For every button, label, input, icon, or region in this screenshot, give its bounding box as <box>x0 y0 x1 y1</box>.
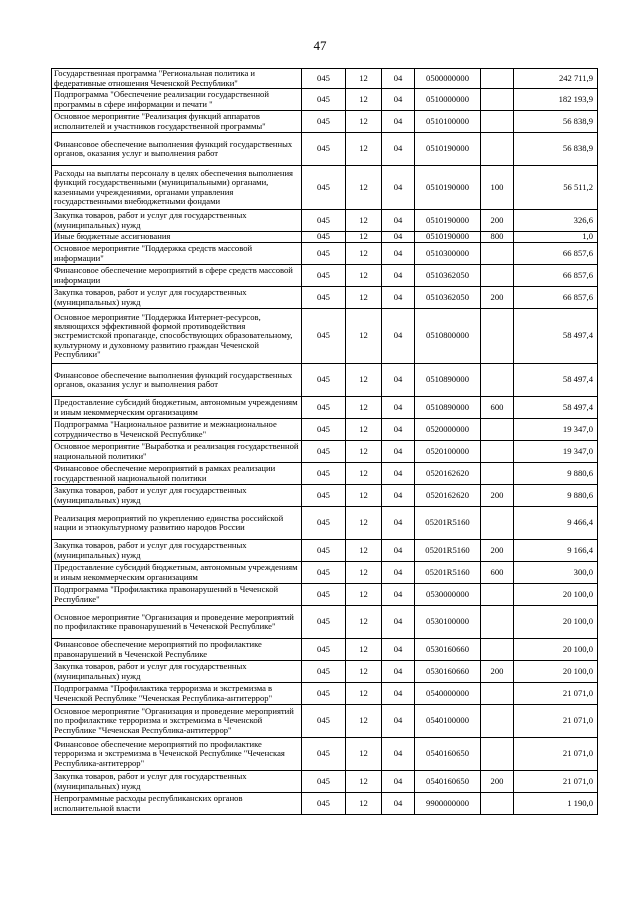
section-code: 12 <box>346 419 382 441</box>
subsection-code: 04 <box>382 364 415 397</box>
amount: 1,0 <box>514 232 598 243</box>
ministry-code: 045 <box>302 364 346 397</box>
row-name: Финансовое обеспечение мероприятий в рамках реализации государственной национальной политики <box>52 463 302 485</box>
ministry-code: 045 <box>302 683 346 705</box>
amount: 56 511,2 <box>514 166 598 210</box>
target-item-code: 05201R5160 <box>415 507 481 540</box>
table-row <box>52 364 598 397</box>
target-item-code: 0530160660 <box>415 639 481 661</box>
subsection-code: 04 <box>382 683 415 705</box>
ministry-code: 045 <box>302 166 346 210</box>
ministry-code: 045 <box>302 89 346 111</box>
amount: 19 347,0 <box>514 419 598 441</box>
subsection-code: 04 <box>382 771 415 793</box>
section-code: 12 <box>346 540 382 562</box>
expense-type-code: 600 <box>481 562 514 584</box>
expense-type-code <box>481 639 514 661</box>
expense-type-code <box>481 705 514 738</box>
target-item-code: 0500000000 <box>415 69 481 89</box>
table-row <box>52 419 598 441</box>
section-code: 12 <box>346 705 382 738</box>
row-name: Финансовое обеспечение выполнения функций государственных органов, оказания услуг и выполнения работ <box>52 364 302 397</box>
row-name: Государственная программа "Региональная политика и федеративные отношения Чеченской Республики" <box>52 69 302 89</box>
amount: 21 071,0 <box>514 738 598 771</box>
expense-type-code <box>481 69 514 89</box>
target-item-code: 0520162620 <box>415 485 481 507</box>
section-code: 12 <box>346 265 382 287</box>
expense-type-code: 100 <box>481 166 514 210</box>
expense-type-code <box>481 606 514 639</box>
table-row <box>52 441 598 463</box>
subsection-code: 04 <box>382 584 415 606</box>
amount: 21 071,0 <box>514 683 598 705</box>
row-name: Иные бюджетные ассигнования <box>52 232 302 243</box>
row-name: Закупка товаров, работ и услуг для государственных (муниципальных) нужд <box>52 771 302 793</box>
expense-type-code <box>481 364 514 397</box>
ministry-code: 045 <box>302 243 346 265</box>
amount: 9 166,4 <box>514 540 598 562</box>
table-row <box>52 771 598 793</box>
row-name: Основное мероприятие "Поддержка средств массовой информации" <box>52 243 302 265</box>
target-item-code: 0510190000 <box>415 166 481 210</box>
amount: 66 857,6 <box>514 265 598 287</box>
row-name: Основное мероприятие "Реализация функций аппаратов исполнителей и участников государственной программы" <box>52 111 302 133</box>
budget-table <box>51 68 598 815</box>
section-code: 12 <box>346 364 382 397</box>
expense-type-code <box>481 738 514 771</box>
table-row <box>52 683 598 705</box>
section-code: 12 <box>346 243 382 265</box>
expense-type-code <box>481 89 514 111</box>
row-name: Подпрограмма "Профилактика правонарушений в Чеченской Республике" <box>52 584 302 606</box>
ministry-code: 045 <box>302 111 346 133</box>
subsection-code: 04 <box>382 166 415 210</box>
row-name: Реализация мероприятий по укреплению единства российской нации и этнокультурному развитию народов России <box>52 507 302 540</box>
section-code: 12 <box>346 441 382 463</box>
table-row <box>52 232 598 243</box>
table-row <box>52 463 598 485</box>
section-code: 12 <box>346 232 382 243</box>
target-item-code: 0520100000 <box>415 441 481 463</box>
row-name: Финансовое обеспечение выполнения функций государственных органов, оказания услуг и выполнения работ <box>52 133 302 166</box>
expense-type-code: 200 <box>481 485 514 507</box>
ministry-code: 045 <box>302 419 346 441</box>
subsection-code: 04 <box>382 287 415 309</box>
row-name: Предоставление субсидий бюджетным, автономным учреждениям и иным некоммерческим организациям <box>52 397 302 419</box>
section-code: 12 <box>346 562 382 584</box>
expense-type-code: 200 <box>481 210 514 232</box>
amount: 58 497,4 <box>514 309 598 364</box>
ministry-code: 045 <box>302 584 346 606</box>
subsection-code: 04 <box>382 243 415 265</box>
ministry-code: 045 <box>302 69 346 89</box>
table-row <box>52 562 598 584</box>
subsection-code: 04 <box>382 309 415 364</box>
amount: 58 497,4 <box>514 364 598 397</box>
amount: 66 857,6 <box>514 243 598 265</box>
ministry-code: 045 <box>302 793 346 815</box>
ministry-code: 045 <box>302 232 346 243</box>
ministry-code: 045 <box>302 639 346 661</box>
table-row <box>52 243 598 265</box>
table-row <box>52 210 598 232</box>
amount: 66 857,6 <box>514 287 598 309</box>
row-name: Закупка товаров, работ и услуг для государственных (муниципальных) нужд <box>52 540 302 562</box>
table-row <box>52 540 598 562</box>
section-code: 12 <box>346 584 382 606</box>
ministry-code: 045 <box>302 265 346 287</box>
amount: 21 071,0 <box>514 705 598 738</box>
target-item-code: 0510100000 <box>415 111 481 133</box>
ministry-code: 045 <box>302 507 346 540</box>
ministry-code: 045 <box>302 133 346 166</box>
expense-type-code <box>481 111 514 133</box>
amount: 58 497,4 <box>514 397 598 419</box>
expense-type-code: 200 <box>481 771 514 793</box>
subsection-code: 04 <box>382 69 415 89</box>
section-code: 12 <box>346 166 382 210</box>
expense-type-code: 200 <box>481 661 514 683</box>
subsection-code: 04 <box>382 562 415 584</box>
subsection-code: 04 <box>382 89 415 111</box>
table-row <box>52 133 598 166</box>
section-code: 12 <box>346 485 382 507</box>
ministry-code: 045 <box>302 397 346 419</box>
table-row <box>52 485 598 507</box>
row-name: Финансовое обеспечение мероприятий по профилактике терроризма и экстремизма в Чеченской Республике "Чеченская Республика-антитеррор" <box>52 738 302 771</box>
expense-type-code <box>481 243 514 265</box>
table-row <box>52 287 598 309</box>
amount: 21 071,0 <box>514 771 598 793</box>
subsection-code: 04 <box>382 232 415 243</box>
subsection-code: 04 <box>382 265 415 287</box>
section-code: 12 <box>346 683 382 705</box>
target-item-code: 0520162620 <box>415 463 481 485</box>
table-row <box>52 738 598 771</box>
table-row <box>52 309 598 364</box>
expense-type-code <box>481 265 514 287</box>
row-name: Предоставление субсидий бюджетным, автономным учреждениям и иным некоммерческим организациям <box>52 562 302 584</box>
table-row <box>52 606 598 639</box>
target-item-code: 0540160650 <box>415 771 481 793</box>
target-item-code: 0510362050 <box>415 287 481 309</box>
expense-type-code <box>481 507 514 540</box>
section-code: 12 <box>346 771 382 793</box>
subsection-code: 04 <box>382 419 415 441</box>
amount: 9 880,6 <box>514 485 598 507</box>
ministry-code: 045 <box>302 705 346 738</box>
amount: 9 466,4 <box>514 507 598 540</box>
row-name: Финансовое обеспечение мероприятий в сфере средств массовой информации <box>52 265 302 287</box>
subsection-code: 04 <box>382 463 415 485</box>
target-item-code: 0510190000 <box>415 133 481 166</box>
amount: 20 100,0 <box>514 639 598 661</box>
amount: 19 347,0 <box>514 441 598 463</box>
subsection-code: 04 <box>382 507 415 540</box>
amount: 300,0 <box>514 562 598 584</box>
amount: 9 880,6 <box>514 463 598 485</box>
subsection-code: 04 <box>382 793 415 815</box>
expense-type-code <box>481 441 514 463</box>
row-name: Финансовое обеспечение мероприятий по профилактике правонарушений в Чеченской Республике <box>52 639 302 661</box>
row-name: Подпрограмма "Обеспечение реализации государственной программы в сфере информации и печати " <box>52 89 302 111</box>
ministry-code: 045 <box>302 287 346 309</box>
table-row <box>52 705 598 738</box>
target-item-code: 0530160660 <box>415 661 481 683</box>
section-code: 12 <box>346 738 382 771</box>
table-row <box>52 166 598 210</box>
amount: 326,6 <box>514 210 598 232</box>
expense-type-code: 200 <box>481 540 514 562</box>
budget-table-body <box>52 69 598 815</box>
expense-type-code <box>481 463 514 485</box>
amount: 242 711,9 <box>514 69 598 89</box>
expense-type-code <box>481 683 514 705</box>
section-code: 12 <box>346 133 382 166</box>
ministry-code: 045 <box>302 562 346 584</box>
table-row <box>52 111 598 133</box>
table-row <box>52 661 598 683</box>
section-code: 12 <box>346 793 382 815</box>
expense-type-code: 600 <box>481 397 514 419</box>
amount: 20 100,0 <box>514 661 598 683</box>
target-item-code: 05201R5160 <box>415 562 481 584</box>
ministry-code: 045 <box>302 606 346 639</box>
subsection-code: 04 <box>382 738 415 771</box>
section-code: 12 <box>346 111 382 133</box>
table-row <box>52 265 598 287</box>
target-item-code: 0510362050 <box>415 265 481 287</box>
table-row <box>52 69 598 89</box>
amount: 20 100,0 <box>514 606 598 639</box>
row-name: Подпрограмма "Профилактика терроризма и экстремизма в Чеченской Республике "Чеченская Республика-антитеррор" <box>52 683 302 705</box>
subsection-code: 04 <box>382 606 415 639</box>
table-row <box>52 89 598 111</box>
row-name: Основное мероприятие "Организация и проведение мероприятий по профилактике правонарушений в Чеченской Республике" <box>52 606 302 639</box>
row-name: Подпрограмма "Национальное развитие и межнациональное сотрудничество в Чеченской Республике" <box>52 419 302 441</box>
ministry-code: 045 <box>302 661 346 683</box>
target-item-code: 0510190000 <box>415 210 481 232</box>
section-code: 12 <box>346 89 382 111</box>
amount: 182 193,9 <box>514 89 598 111</box>
subsection-code: 04 <box>382 133 415 166</box>
amount: 56 838,9 <box>514 133 598 166</box>
target-item-code: 0540160650 <box>415 738 481 771</box>
row-name: Закупка товаров, работ и услуг для государственных (муниципальных) нужд <box>52 661 302 683</box>
target-item-code: 0530100000 <box>415 606 481 639</box>
row-name: Закупка товаров, работ и услуг для государственных (муниципальных) нужд <box>52 485 302 507</box>
row-name: Основное мероприятие "Организация и проведение мероприятий по профилактике терроризма и экстремизма в Чеченской Республике "Чеченская Республика-антитеррор" <box>52 705 302 738</box>
table-row <box>52 639 598 661</box>
section-code: 12 <box>346 287 382 309</box>
subsection-code: 04 <box>382 705 415 738</box>
subsection-code: 04 <box>382 639 415 661</box>
target-item-code: 0510190000 <box>415 232 481 243</box>
section-code: 12 <box>346 69 382 89</box>
table-row <box>52 397 598 419</box>
amount: 56 838,9 <box>514 111 598 133</box>
ministry-code: 045 <box>302 540 346 562</box>
row-name: Расходы на выплаты персоналу в целях обеспечения выполнения функций государственными (муниципальными) органами, казенными учреждениями, органами управления государственными внебюджетными фондами <box>52 166 302 210</box>
ministry-code: 045 <box>302 485 346 507</box>
target-item-code: 0510890000 <box>415 364 481 397</box>
section-code: 12 <box>346 309 382 364</box>
row-name: Закупка товаров, работ и услуг для государственных (муниципальных) нужд <box>52 210 302 232</box>
table-row <box>52 584 598 606</box>
table-row <box>52 793 598 815</box>
amount: 20 100,0 <box>514 584 598 606</box>
table-row <box>52 507 598 540</box>
ministry-code: 045 <box>302 463 346 485</box>
expense-type-code <box>481 309 514 364</box>
page-number: 47 <box>313 38 327 53</box>
row-name: Непрограммные расходы республиканских органов исполнительной власти <box>52 793 302 815</box>
subsection-code: 04 <box>382 661 415 683</box>
target-item-code: 05201R5160 <box>415 540 481 562</box>
subsection-code: 04 <box>382 210 415 232</box>
row-name: Основное мероприятие "Выработка и реализация государственной национальной политики" <box>52 441 302 463</box>
expense-type-code <box>481 133 514 166</box>
ministry-code: 045 <box>302 771 346 793</box>
target-item-code: 0540100000 <box>415 705 481 738</box>
target-item-code: 0510890000 <box>415 397 481 419</box>
expense-type-code <box>481 419 514 441</box>
target-item-code: 9900000000 <box>415 793 481 815</box>
ministry-code: 045 <box>302 309 346 364</box>
section-code: 12 <box>346 463 382 485</box>
expense-type-code: 800 <box>481 232 514 243</box>
target-item-code: 0520000000 <box>415 419 481 441</box>
subsection-code: 04 <box>382 485 415 507</box>
target-item-code: 0510300000 <box>415 243 481 265</box>
expense-type-code <box>481 793 514 815</box>
target-item-code: 0540000000 <box>415 683 481 705</box>
section-code: 12 <box>346 397 382 419</box>
ministry-code: 045 <box>302 738 346 771</box>
ministry-code: 045 <box>302 210 346 232</box>
expense-type-code: 200 <box>481 287 514 309</box>
subsection-code: 04 <box>382 441 415 463</box>
expense-type-code <box>481 584 514 606</box>
row-name: Основное мероприятие "Поддержка Интернет-ресурсов, являющихся эффективной формой противодействия экстремистской пропаганде, способствующих образовательному, культурному и духовному развитию граждан Чеченской Республики" <box>52 309 302 364</box>
subsection-code: 04 <box>382 397 415 419</box>
subsection-code: 04 <box>382 540 415 562</box>
target-item-code: 0510800000 <box>415 309 481 364</box>
row-name: Закупка товаров, работ и услуг для государственных (муниципальных) нужд <box>52 287 302 309</box>
ministry-code: 045 <box>302 441 346 463</box>
section-code: 12 <box>346 661 382 683</box>
section-code: 12 <box>346 210 382 232</box>
subsection-code: 04 <box>382 111 415 133</box>
amount: 1 190,0 <box>514 793 598 815</box>
section-code: 12 <box>346 507 382 540</box>
target-item-code: 0510000000 <box>415 89 481 111</box>
section-code: 12 <box>346 639 382 661</box>
section-code: 12 <box>346 606 382 639</box>
target-item-code: 0530000000 <box>415 584 481 606</box>
